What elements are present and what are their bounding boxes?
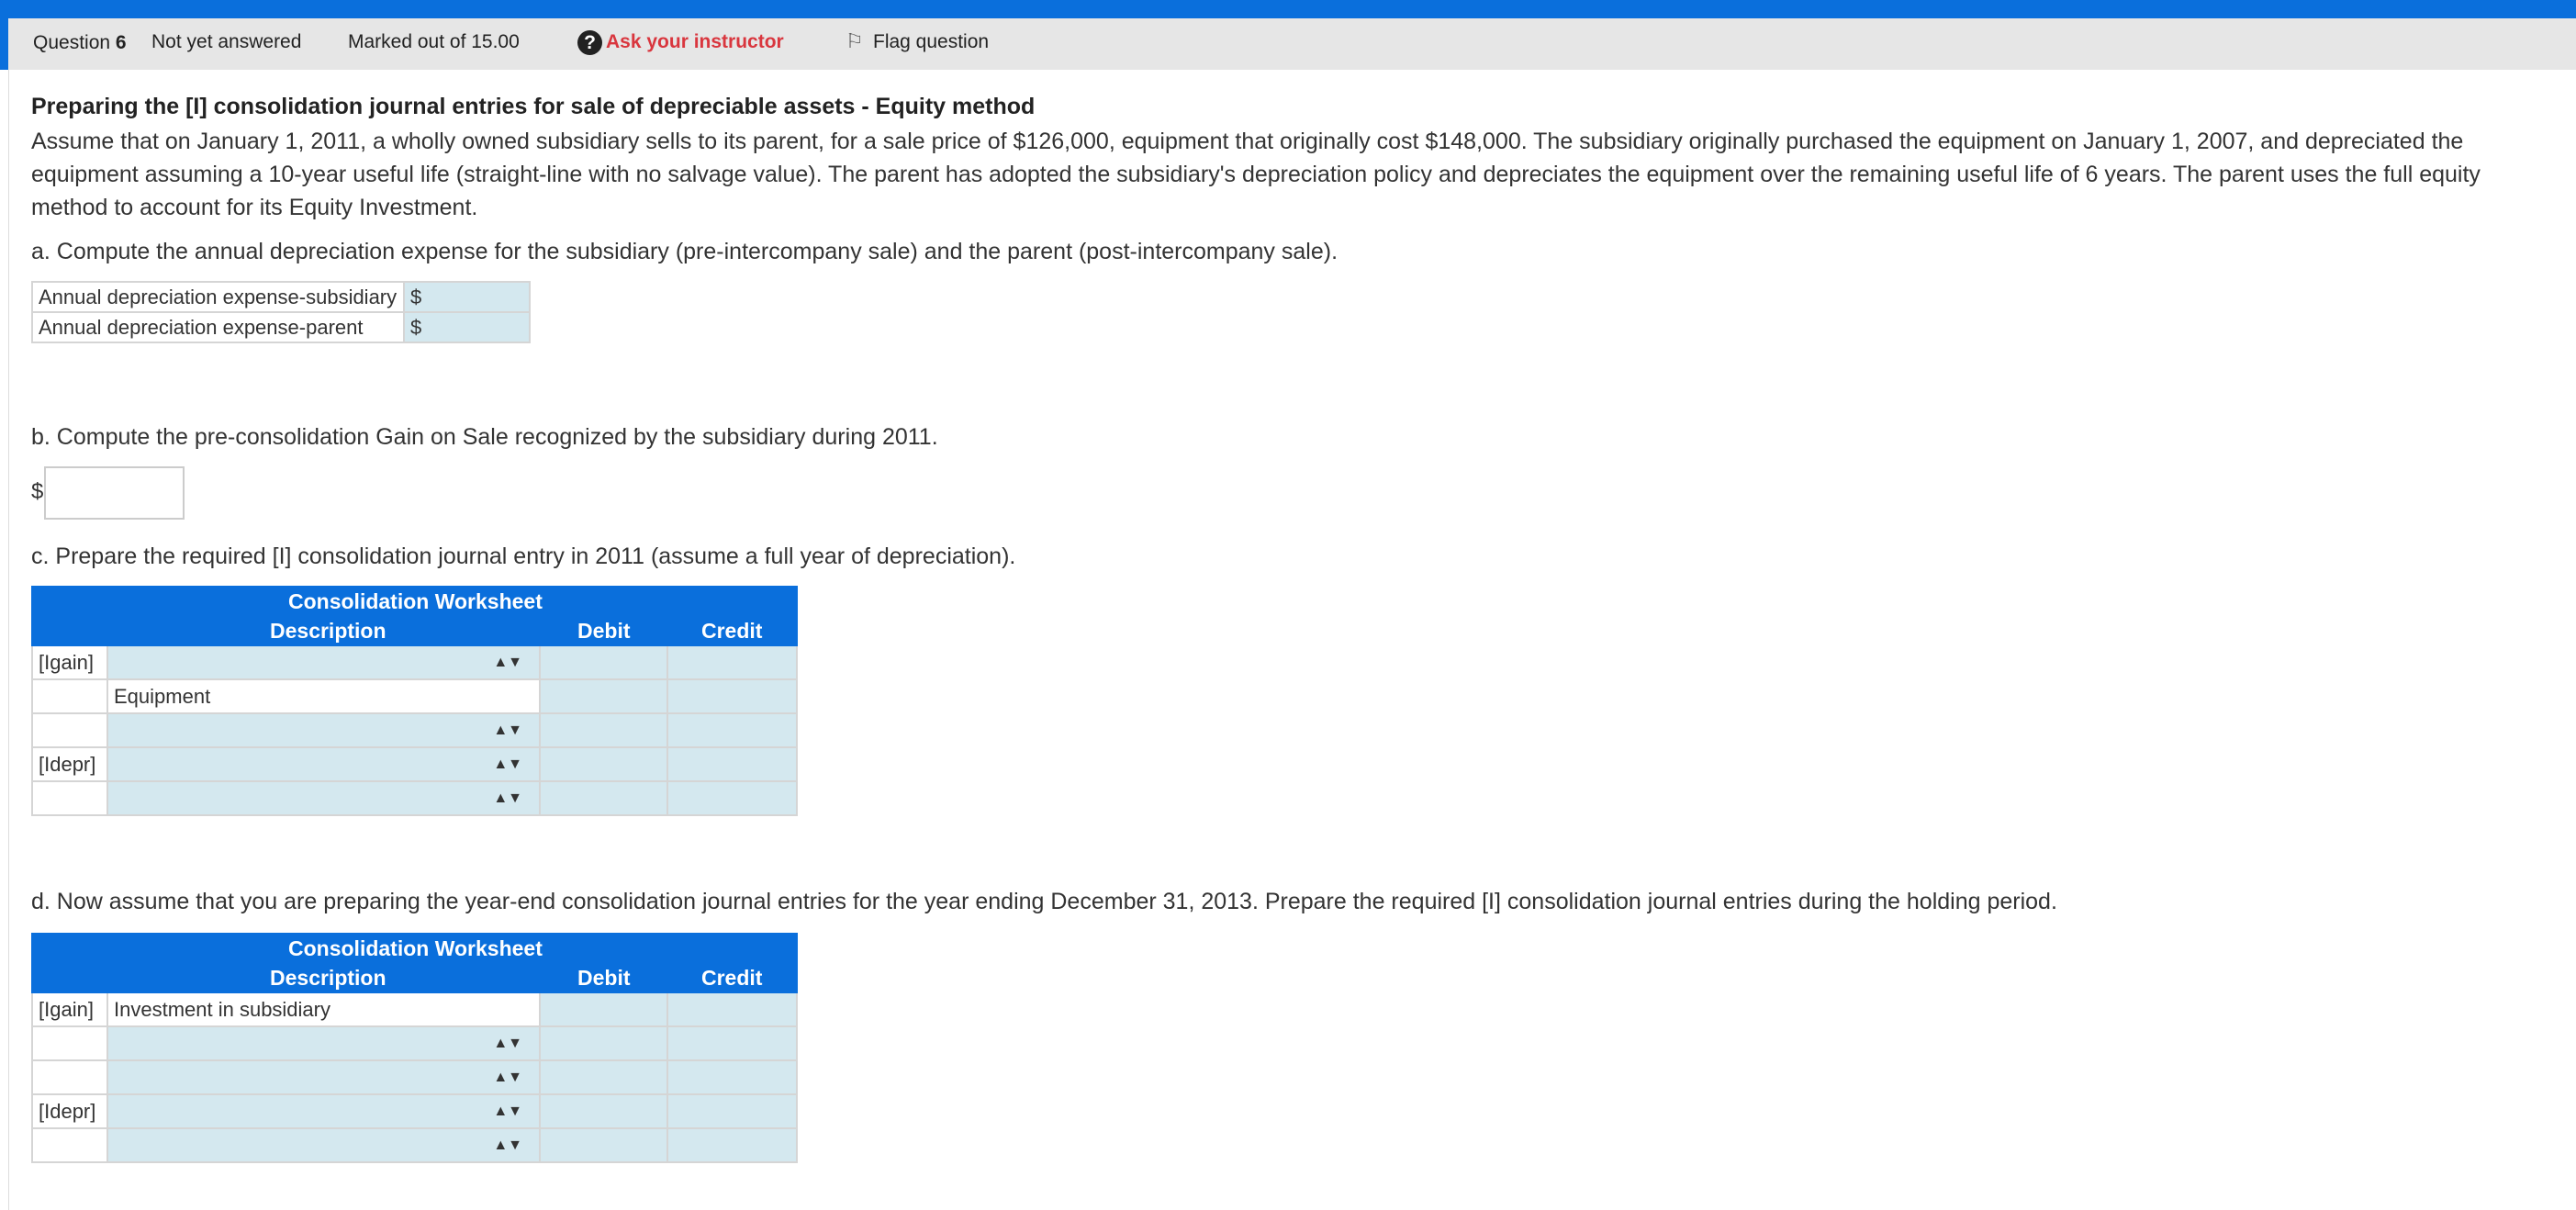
- question-content: [8, 70, 2576, 1210]
- entry-tag: [31, 1129, 108, 1161]
- entry-tag: [31, 782, 108, 814]
- worksheet-header: [31, 933, 798, 993]
- credit-input[interactable]: [668, 680, 798, 712]
- table-row: [32, 312, 530, 342]
- description-select[interactable]: [108, 1061, 541, 1093]
- worksheet-header: [31, 586, 798, 646]
- entry-tag: [Igain]: [31, 993, 108, 1025]
- description-header: Description: [270, 966, 386, 990]
- debit-input[interactable]: [541, 1095, 668, 1127]
- table-row: [31, 714, 798, 748]
- description-select[interactable]: [108, 782, 541, 814]
- description-text: Equipment: [108, 680, 541, 712]
- question-status: Not yet answered: [151, 31, 302, 52]
- up-down-arrows-icon: ▲▼: [493, 1036, 522, 1051]
- question-label: [33, 32, 127, 54]
- debit-header: Debit: [577, 619, 631, 643]
- worksheet-title: Consolidation Worksheet: [288, 589, 543, 613]
- table-row: [31, 993, 798, 1027]
- parent-depreciation-input[interactable]: [404, 312, 530, 342]
- debit-input[interactable]: [541, 1027, 668, 1059]
- ask-instructor-link[interactable]: Ask your instructor: [606, 31, 784, 52]
- up-down-arrows-icon: ▲▼: [493, 723, 522, 738]
- part-d-worksheet: [31, 933, 798, 1163]
- table-row: [31, 1061, 798, 1095]
- entry-tag: [31, 1061, 108, 1093]
- flag-icon[interactable]: ⚐: [846, 29, 864, 52]
- currency-symbol: $: [410, 315, 422, 339]
- part-c-worksheet: [31, 586, 798, 816]
- description-select[interactable]: [108, 748, 541, 780]
- subsidiary-depreciation-input[interactable]: [404, 282, 530, 312]
- description-select[interactable]: [108, 1129, 541, 1161]
- question-circle-icon[interactable]: ?: [577, 30, 602, 55]
- debit-input[interactable]: [541, 993, 668, 1025]
- up-down-arrows-icon: ▲▼: [493, 756, 522, 772]
- description-select[interactable]: [108, 1095, 541, 1127]
- row-label: Annual depreciation expense-parent: [32, 312, 404, 342]
- description-select[interactable]: [108, 646, 541, 678]
- table-row: [31, 748, 798, 782]
- debit-input[interactable]: [541, 680, 668, 712]
- part-a-table: [31, 281, 531, 343]
- currency-symbol: $: [410, 285, 422, 308]
- credit-header: Credit: [701, 619, 763, 643]
- credit-input[interactable]: [668, 1061, 798, 1093]
- table-row: [31, 1129, 798, 1163]
- debit-input[interactable]: [541, 748, 668, 780]
- currency-symbol: $: [31, 479, 44, 504]
- description-select[interactable]: [108, 1027, 541, 1059]
- credit-header: Credit: [701, 966, 763, 990]
- row-label: Annual depreciation expense-subsidiary: [32, 282, 404, 312]
- credit-input[interactable]: [668, 1027, 798, 1059]
- debit-input[interactable]: [541, 646, 668, 678]
- entry-tag: [31, 714, 108, 746]
- table-row: [31, 1095, 798, 1129]
- up-down-arrows-icon: ▲▼: [493, 655, 522, 670]
- worksheet-title: Consolidation Worksheet: [288, 936, 543, 960]
- entry-tag: [Idepr]: [31, 748, 108, 780]
- top-accent-bar: [0, 0, 2576, 18]
- description-header: Description: [270, 619, 386, 643]
- question-prompt: Assume that on January 1, 2011, a wholly owned subsidiary sells to its parent, for a sale price of $126,000, equipment that originally cost $148,000. The subsidiary originally purchased the equipment on January 1, 2007, and depreciated the equipment assuming a 10-year useful life (straight-line with no salvage value). The parent has adopted the subsidiary's depreciation policy and depreciates the equipment over the remaining useful life of 6 years. The parent uses the full equity method to account for its Equity Investment.: [31, 129, 2481, 220]
- description-text: Investment in subsidiary: [108, 993, 541, 1025]
- up-down-arrows-icon: ▲▼: [493, 1137, 522, 1153]
- credit-input[interactable]: [668, 714, 798, 746]
- table-row: [32, 282, 530, 312]
- table-row: [31, 680, 798, 714]
- gain-on-sale-input[interactable]: [44, 466, 185, 520]
- question-heading: Preparing the [I] consolidation journal entries for sale of depreciable assets - Equity method: [31, 94, 1036, 119]
- credit-input[interactable]: [668, 782, 798, 814]
- entry-tag: [Igain]: [31, 646, 108, 678]
- entry-tag: [31, 1027, 108, 1059]
- credit-input[interactable]: [668, 748, 798, 780]
- up-down-arrows-icon: ▲▼: [493, 1070, 522, 1085]
- part-b-instruction: b. Compute the pre-consolidation Gain on Sale recognized by the subsidiary during 2011.: [31, 424, 938, 450]
- description-select[interactable]: [108, 714, 541, 746]
- debit-input[interactable]: [541, 782, 668, 814]
- entry-tag: [31, 680, 108, 712]
- debit-input[interactable]: [541, 1129, 668, 1161]
- table-row: [31, 646, 798, 680]
- debit-input[interactable]: [541, 1061, 668, 1093]
- table-row: [31, 1027, 798, 1061]
- credit-input[interactable]: [668, 1095, 798, 1127]
- part-a-instruction: a. Compute the annual depreciation expense for the subsidiary (pre-intercompany sale) and the parent (post-intercompany sale).: [31, 239, 1338, 264]
- question-info-bar: [0, 18, 2576, 70]
- flag-question-link[interactable]: Flag question: [873, 31, 990, 52]
- question-label-text: Question: [33, 32, 111, 53]
- up-down-arrows-icon: ▲▼: [493, 790, 522, 806]
- question-number: 6: [115, 32, 127, 53]
- part-d-instruction: d. Now assume that you are preparing the year-end consolidation journal entries for the year ending December 31, 2013. Prepare the required [I] consolidation journal entries during the holding period.: [31, 889, 2057, 914]
- credit-input[interactable]: [668, 646, 798, 678]
- table-row: [31, 782, 798, 816]
- credit-input[interactable]: [668, 993, 798, 1025]
- entry-tag: [Idepr]: [31, 1095, 108, 1127]
- debit-header: Debit: [577, 966, 631, 990]
- up-down-arrows-icon: ▲▼: [493, 1104, 522, 1119]
- debit-input[interactable]: [541, 714, 668, 746]
- question-marks: Marked out of 15.00: [348, 31, 520, 52]
- credit-input[interactable]: [668, 1129, 798, 1161]
- part-c-instruction: c. Prepare the required [I] consolidation journal entry in 2011 (assume a full year of depreciation).: [31, 543, 1016, 569]
